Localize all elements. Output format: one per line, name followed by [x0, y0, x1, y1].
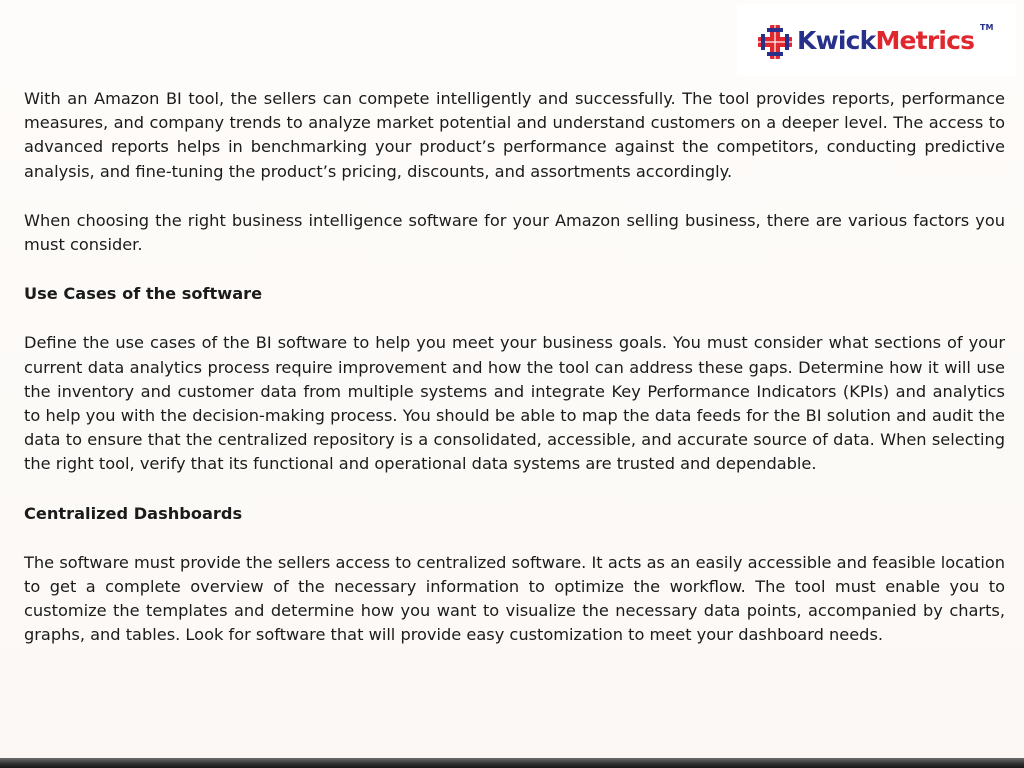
- section-heading-dashboards: Centralized Dashboards: [24, 503, 243, 523]
- factors-paragraph: When choosing the right business intelligence software for your Amazon selling business, there are various factors you must consider.: [24, 210, 1005, 255]
- section-heading-use-cases: Use Cases of the software: [24, 284, 263, 304]
- kwickmetrics-logo-icon: [756, 23, 794, 61]
- section-body-use-cases: Define the use cases of the BI software to help you meet your business goals. You must consider what sections of your current data analytics process require improvement and how the tool can address these gaps. Determine how it will use the inventory and customer data from multiple systems and integrate Key Performance Indicators (KPIs) and analytics to help you with the decision-making process. You should be able to map the data feeds for the BI solution and audit the data to ensure that the centralized repository is a consolidated, accessible, and accurate source of data. When selecting the right tool, verify that its functional and operational data systems are trusted and dependable.: [24, 333, 1005, 474]
- footer-bar: [0, 758, 1024, 768]
- brand-name-part1: Kwick: [797, 26, 876, 55]
- article-body: [24, 87, 1005, 673]
- trademark-symbol: TM: [980, 23, 994, 32]
- intro-paragraph: With an Amazon BI tool, the sellers can compete intelligently and successfully. The tool provides reports, performance measures, and company trends to analyze market potential and understand customers on a deeper level. The access to advanced reports helps in benchmarking your product’s performance against the competitors, conducting predictive analysis, and fine-tuning the product’s pricing, discounts, and assortments accordingly.: [24, 89, 1005, 181]
- brand-name-part2: Metrics: [875, 26, 975, 55]
- section-body-dashboards: The software must provide the sellers access to centralized software. It acts as an easily accessible and feasible location to get a complete overview of the necessary information to optimize the workflow. The tool must enable you to customize the templates and determine how you want to visualize the necessary data points, accompanied by charts, graphs, and tables. Look for software that will provide easy customization to meet your dashboard needs.: [24, 552, 1005, 645]
- brand-wordmark: [797, 26, 974, 56]
- brand-logo: [737, 4, 1016, 76]
